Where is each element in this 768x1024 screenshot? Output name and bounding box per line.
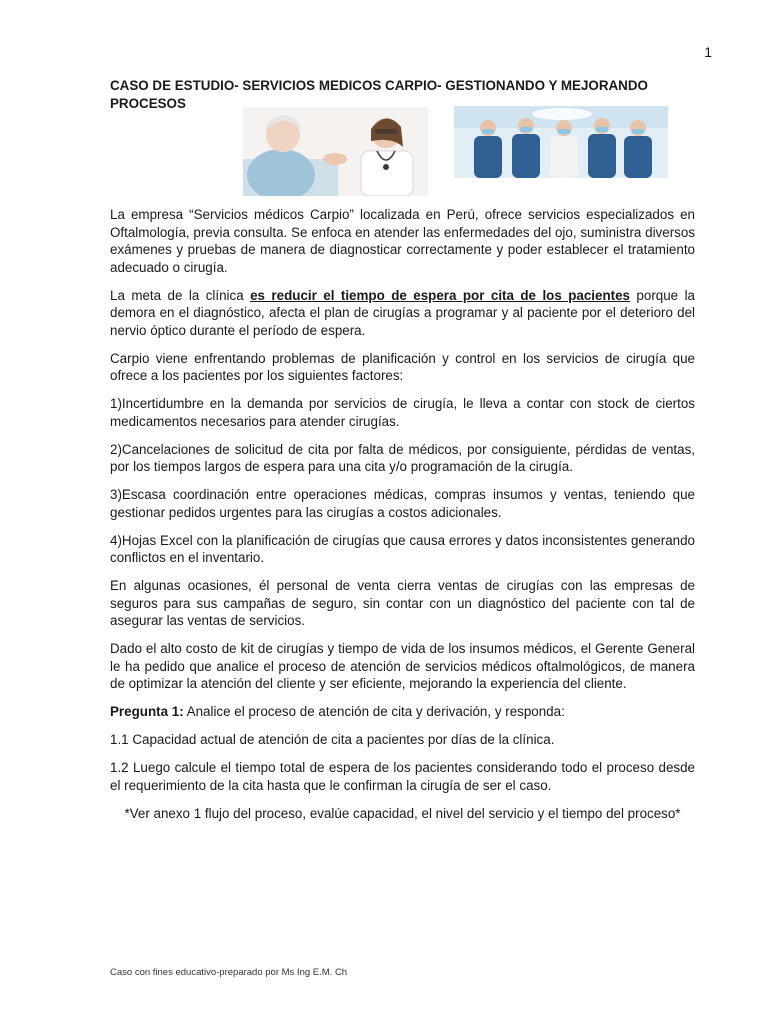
annex-note: *Ver anexo 1 flujo del proceso, evalúe capacidad, el nivel del servicio y el tiempo del proceso*	[124, 805, 681, 821]
question-label: Pregunta 1:	[110, 704, 184, 719]
question-text: Analice el proceso de atención de cita y derivación, y responda:	[183, 704, 565, 719]
request-paragraph: Dado el alto costo de kit de cirugías y tiempo de vida de los insumos médicos, el Gerente General le ha pedido que analice el proceso de atención de servicios médicos oftalmológicos, de manera de optimizar la atención del cliente y ser eficiente, mejorando la experiencia del cliente.	[110, 641, 695, 691]
photo-nurse-with-elderly-patient	[243, 107, 428, 196]
photo-medical-team	[454, 106, 668, 178]
problems-paragraph: Carpio viene enfrentando problemas de planificación y control en los servicios de cirugía que ofrece a los pacientes por los siguientes factores:	[110, 350, 695, 383]
page-number: 1	[704, 44, 712, 60]
factor-3: 3)Escasa coordinación entre operaciones médicas, compras insumos y ventas, teniendo que gestionar pedidos urgentes para las cirugías a costos adicionales.	[110, 487, 695, 520]
factor-1: 1)Incertidumbre en la demanda por servicios de cirugía, le lleva a contar con stock de ciertos medicamentos necesarios para atender cirugías.	[110, 396, 695, 429]
factor-2: 2)Cancelaciones de solicitud de cita por falta de médicos, por consiguiente, pérdidas de ventas, por los tiempos largos de espera para una cita y/o programación de la cirugía.	[110, 441, 695, 474]
factor-4: 4)Hojas Excel con la planificación de cirugías que causa errores y datos inconsistentes generando conflictos en el inventario.	[110, 532, 695, 565]
document-body	[110, 206, 695, 833]
question-item-1: 1.1 Capacidad actual de atención de cita a pacientes por días de la clínica.	[110, 732, 555, 747]
goal-emphasis: es reducir el tiempo de espera por cita de los pacientes	[250, 287, 630, 303]
goal-text-start: La meta de la clínica	[110, 287, 251, 303]
document-title: CASO DE ESTUDIO- SERVICIOS MEDICOS CARPIO- GESTIONANDO Y MEJORANDO PROCESOS	[110, 78, 648, 111]
footer-text: Caso con fines educativo-preparado por Ms Ing E.M. Ch	[110, 967, 348, 978]
intro-paragraph: La empresa “Servicios médicos Carpio” localizada en Perú, ofrece servicios especializados en Oftalmología, previa consulta. Se enfoca en atender las enfermedades del ojo, suministra diversos exámenes y pruebas de manera de diagnosticar correctamente y poder establecer el tratamiento adecuado o cirugía.	[110, 207, 695, 275]
sales-paragraph: En algunas ocasiones, él personal de venta cierra ventas de cirugías con las empresas de seguros para sus campañas de seguro, sin contar con un diagnóstico del paciente con tal de asegurar las ventas de servicios.	[110, 578, 695, 628]
question-paragraph	[110, 703, 695, 721]
question-item-2: 1.2 Luego calcule el tiempo total de espera de los pacientes considerando todo el proceso desde el requerimiento de la cita hasta que le confirman la cirugía de ser el caso.	[110, 760, 695, 793]
goal-paragraph	[110, 287, 695, 340]
goal-text-end: porque la demora en el diagnóstico, afecta el plan de cirugías a programar y al paciente por el deterioro del nervio óptico durante el período de espera.	[110, 287, 695, 338]
